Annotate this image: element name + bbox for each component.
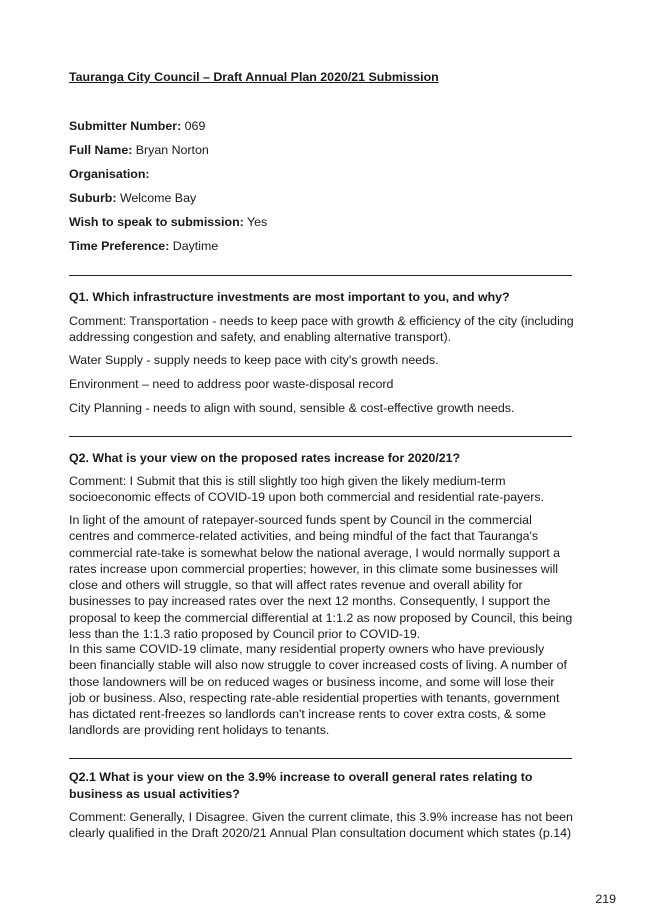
q2-comment: Comment: I Submit that this is still slightly too high given the likely medium-term socioeconomic effects of COVID-19 upon both commercial and residential rate-payers. xyxy=(69,474,544,505)
page-number: 219 xyxy=(595,892,616,906)
full-name-field xyxy=(69,143,209,157)
q1-question: Q1. Which infrastructure investments are most important to you, and why? xyxy=(69,290,510,304)
organisation-field xyxy=(69,167,150,181)
time-preference-field xyxy=(69,239,218,253)
q1-comment: Comment: Transportation - needs to keep pace with growth & efficiency of the city (including addressing congestion and safety, and enabling alternative transport). xyxy=(69,314,574,345)
field-value: Bryan Norton xyxy=(132,143,209,157)
field-label: Time Preference: xyxy=(69,239,170,253)
field-value: Daytime xyxy=(169,239,219,253)
q1-environment: Environment – need to address poor waste-disposal record xyxy=(69,377,394,391)
suburb-field xyxy=(69,191,196,205)
field-label: Full Name: xyxy=(69,143,133,157)
field-label: Wish to speak to submission: xyxy=(69,215,244,229)
field-label: Organisation: xyxy=(69,167,150,181)
q1-city-planning: City Planning - needs to align with sound, sensible & cost-effective growth needs. xyxy=(69,401,515,415)
section-divider xyxy=(69,436,572,437)
q1-water-supply: Water Supply - supply needs to keep pace with city's growth needs. xyxy=(69,353,439,367)
section-divider xyxy=(69,275,572,276)
field-value: 069 xyxy=(181,119,206,133)
q2-commercial-paragraph: In light of the amount of ratepayer-sourced funds spent by Council in the commercial centres and commerce-related activities, and being mindful of the fact that Tauranga's commercial rate-take is somewhat below the national average, I would normally support a rates increase upon commercial properties; however, in this climate some businesses will close and others will struggle, so that will affect rates revenue and overall ability for businesses to pay increased rates over the next 12 months. Consequently, I support the proposal to keep the commercial differential at 1:1.2 as now proposed by Council, this being less than the 1:1.3 ratio proposed by Council prior to COVID-19. xyxy=(69,513,573,642)
section-divider xyxy=(69,758,572,759)
field-label: Submitter Number: xyxy=(69,119,182,133)
field-value: Yes xyxy=(243,215,268,229)
q2-residential-paragraph: In this same COVID-19 climate, many residential property owners who have previously been financially stable will also now struggle to cover increased costs of living. A number of those landowners will be on reduced wages or business income, and some will lose their job or business. Also, respecting rate-able residential properties with tenants, government has dictated rent-freezes so landlords can't increase rents to cover extra costs, & some landlords are providing rent holidays to tenants. xyxy=(69,642,567,738)
field-label: Suburb: xyxy=(69,191,117,205)
submitter-number-field xyxy=(69,119,205,133)
wish-to-speak-field xyxy=(69,215,267,229)
q21-comment: Comment: Generally, I Disagree. Given the current climate, this 3.9% increase has not been clearly qualified in the Draft 2020/21 Annual Plan consultation document which states (p.14) xyxy=(69,810,573,841)
document-title: Tauranga City Council – Draft Annual Plan 2020/21 Submission xyxy=(69,70,439,84)
q2-question: Q2. What is your view on the proposed rates increase for 2020/21? xyxy=(69,451,461,465)
field-value: Welcome Bay xyxy=(116,191,197,205)
q21-question: Q2.1 What is your view on the 3.9% increase to overall general rates relating to business as usual activities? xyxy=(69,770,533,801)
